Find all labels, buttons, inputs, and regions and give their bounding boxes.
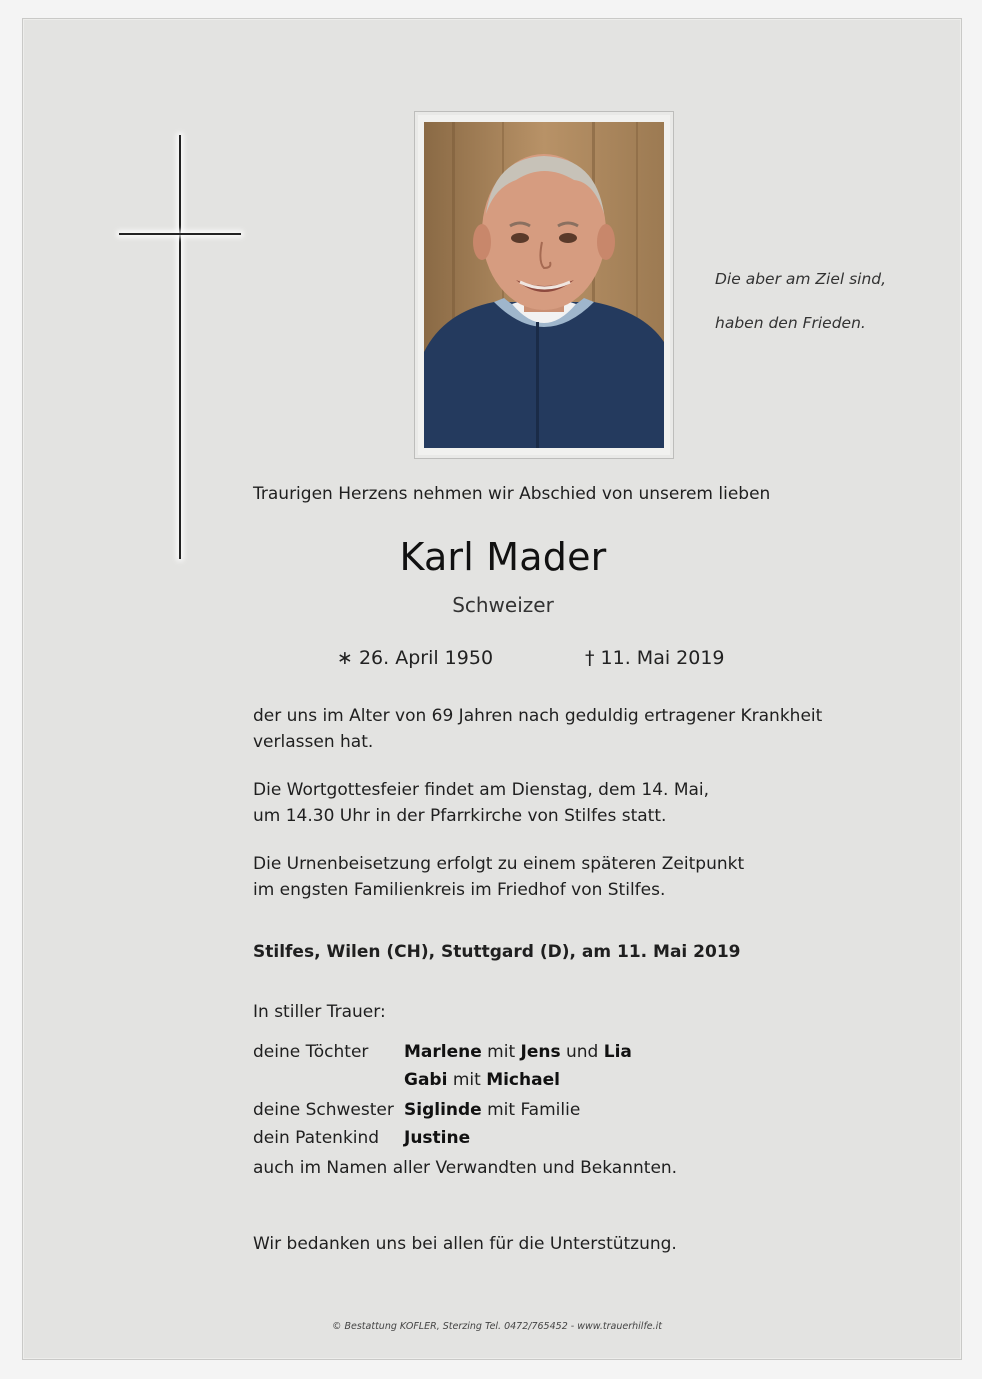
- family-label: deine Töchter: [253, 1042, 369, 1062]
- paragraph-line: Die Wortgottesfeier findet am Dienstag, dem 14. Mai,: [253, 780, 710, 800]
- quote-line-2: haben den Frieden.: [715, 314, 866, 332]
- paragraph-line: verlassen hat.: [253, 732, 374, 752]
- family-names: Justine: [404, 1128, 471, 1148]
- birth-date: ∗ 26. April 1950: [337, 647, 494, 669]
- paragraph-line: der uns im Alter von 69 Jahren nach geduldig ertragener Krankheit: [253, 706, 823, 726]
- thanks-text: Wir bedanken uns bei allen für die Unterstützung.: [253, 1234, 677, 1254]
- paragraph-line: um 14.30 Uhr in der Pfarrkirche von Stilfes statt.: [253, 806, 667, 826]
- quote-line-1: Die aber am Ziel sind,: [715, 270, 887, 288]
- family-label: dein Patenkind: [253, 1128, 380, 1148]
- footer-credit: © Bestattung KOFLER, Sterzing Tel. 0472/765452 - www.trauerhilfe.it: [331, 1321, 663, 1332]
- portrait-frame: [414, 111, 674, 459]
- death-date: † 11. Mai 2019: [585, 647, 725, 669]
- paragraph-service: [253, 777, 709, 829]
- family-names: Marlene mit Jens und Lia: [404, 1042, 632, 1062]
- paragraph-line: im engsten Familienkreis im Friedhof von Stilfes.: [253, 880, 666, 900]
- family-names: Siglinde mit Familie: [404, 1100, 581, 1120]
- quote: [715, 257, 915, 345]
- family-names: Gabi mit Michael: [404, 1070, 560, 1090]
- place-date: Stilfes, Wilen (CH), Stuttgard (D), am 11. Mai 2019: [253, 942, 741, 962]
- mourners-intro: In stiller Trauer:: [253, 1002, 386, 1022]
- paragraph-line: Die Urnenbeisetzung erfolgt zu einem späteren Zeitpunkt: [253, 854, 745, 874]
- portrait-photo: [424, 122, 664, 448]
- family-label: deine Schwester: [253, 1100, 394, 1120]
- deceased-name: Karl Mader: [399, 535, 607, 579]
- cross-icon: [119, 135, 243, 559]
- intro-text: Traurigen Herzens nehmen wir Abschied von unserem lieben: [253, 484, 771, 504]
- deceased-nickname: Schweizer: [452, 593, 554, 617]
- paragraph-illness: [253, 703, 822, 755]
- also-on-behalf: auch im Namen aller Verwandten und Bekannten.: [253, 1158, 678, 1178]
- obituary-card: [22, 18, 962, 1360]
- paragraph-burial: [253, 851, 744, 903]
